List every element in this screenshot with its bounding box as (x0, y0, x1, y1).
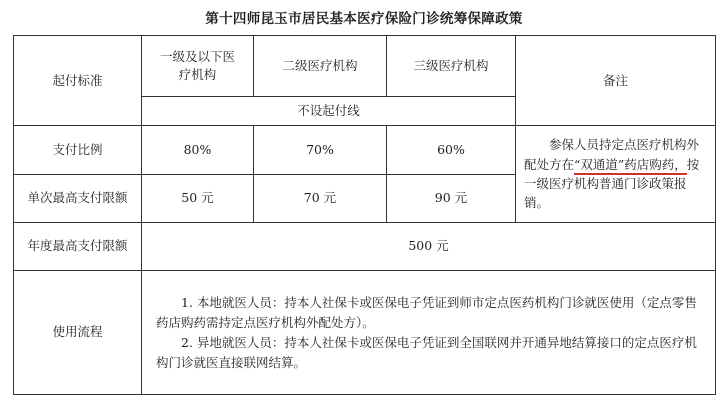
header-level3: 三级医疗机构 (387, 36, 516, 97)
annual-cap-row (14, 222, 716, 270)
single-cap-level2: 70 元 (254, 174, 387, 222)
header-level1: 一级及以下医疗机构 (142, 36, 254, 97)
process-item-remote: 2. 异地就医人员：持本人社保卡或医保电子凭证到全国联网并开通异地结算接口的定点医疗机构门诊就医直接联网结算。 (156, 334, 697, 370)
process-label: 使用流程 (14, 271, 142, 395)
note-cell (516, 126, 716, 223)
ratio-level2: 70% (254, 126, 387, 174)
process-item-local: 1. 本地就医人员：持本人社保卡或医保电子凭证到师市定点医药机构门诊就医使用（定点零售药店购药需持定点医疗机构外配处方）。 (156, 294, 697, 330)
annual-cap-label: 年度最高支付限额 (14, 222, 142, 270)
header-row (14, 36, 716, 97)
process-content (142, 271, 716, 395)
note-text-after: 按一级医疗机构普通门诊政策报销。 (524, 156, 700, 211)
annual-cap-value: 500 元 (142, 222, 716, 270)
header-deductible-label: 起付标准 (14, 36, 142, 126)
single-cap-level1: 50 元 (142, 174, 254, 222)
single-cap-level3: 90 元 (387, 174, 516, 222)
ratio-level1: 80% (142, 126, 254, 174)
single-cap-label: 单次最高支付限额 (14, 174, 142, 222)
process-row (14, 271, 716, 395)
ratio-row (14, 126, 716, 174)
ratio-label: 支付比例 (14, 126, 142, 174)
ratio-level3: 60% (387, 126, 516, 174)
document-title: 第十四师昆玉市居民基本医疗保险门诊统筹保障政策 (205, 11, 523, 27)
note-text-before: 参保人员持定点医疗机构外配处方在 (524, 137, 700, 172)
header-level2: 二级医疗机构 (254, 36, 387, 97)
header-note: 备注 (516, 36, 716, 126)
policy-table (13, 35, 716, 395)
note-text (524, 135, 707, 213)
note-highlight: “双通道”药店购药， (574, 157, 687, 175)
deductible-value: 不设起付线 (142, 96, 516, 125)
